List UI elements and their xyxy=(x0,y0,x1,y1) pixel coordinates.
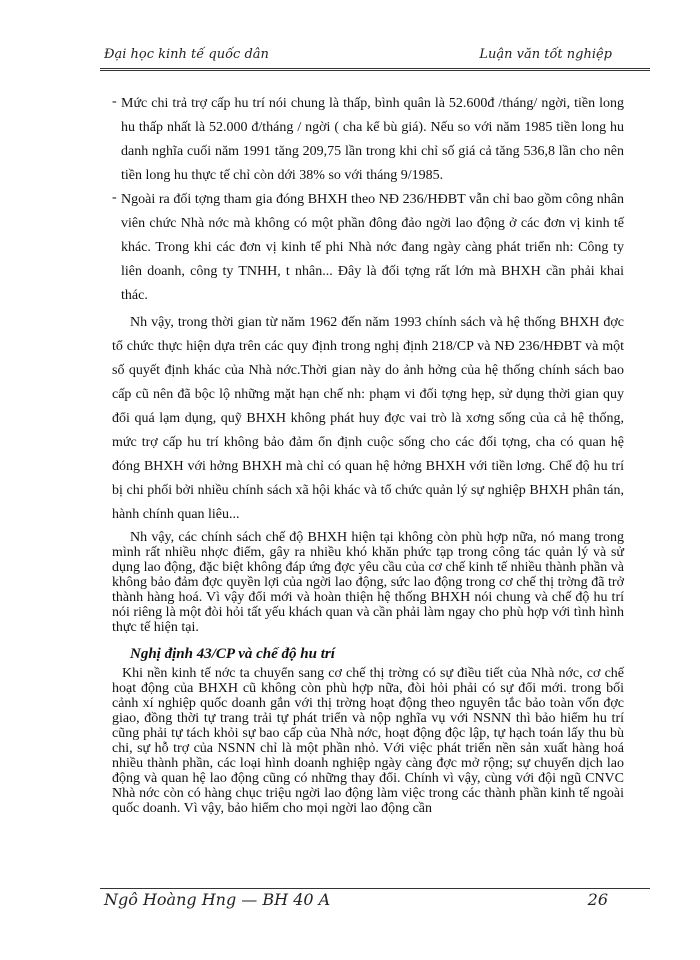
paragraph-summary: Nh vậy, trong thời gian từ năm 1962 đến năm 1993 chính sách và hệ thống BHXH đợc tổ chức thực hiện dựa trên các quy định trong nghị định 218/CP và NĐ 236/HĐBT và một số quyết định khác của Nhà nớc.Thời gian này do ảnh hởng của hệ thống chính sách bao cấp cũ nên đã bộc lộ những mặt hạn chế nh: phạm vi đối tợng hẹp, sử dụng thời gian quy đổi quá lạm dụng, quỹ BHXH không phát huy đợc vai trò là xơng sống của cả hệ thống, mức trợ cấp hu trí không bảo đảm ổn định cuộc sống cho các đối tợng, cha có quan hệ đóng BHXH với hởng BHXH mà chỉ có quan hệ hởng BHXH với tiền lơng. Chế độ hu trí bị chi phối bởi nhiều chính sách xã hội khác và tổ chức quản lý sự nghiệp BHXH phân tán, hành chính quan liêu... xyxy=(112,315,624,522)
bullet-item xyxy=(112,188,624,308)
bullet-item xyxy=(112,92,624,188)
page-number: 26 xyxy=(587,890,608,909)
header-university: Đại học kinh tế quốc dân xyxy=(104,47,269,62)
paragraph-reform-need: Nh vậy, các chính sách chế độ BHXH hiện tại không còn phù hợp nữa, nó mang trong mình rất nhiều nhợc điểm, gây ra nhiều khó khăn phức tạp trong công tác quản lý và sử dụng lao động, đặc biệt không đáp ứng đợc yêu cầu của cơ chế kinh tế nhiều thành phần và không bảo đảm đợc quyền lợi của ngời lao động, sức lao động trong cơ chế thị trờng đã trở thành hàng hoá. Vì vậy đổi mới và hoàn thiện hệ thống BHXH nói chung và chế độ hu trí nói riêng là một đòi hỏi tất yếu khách quan và cần phải làm ngay cho phù hợp với tình hình thực tế hiện tại. xyxy=(112,530,624,635)
section-subheading: Nghị định 43/CP và chế độ hu trí xyxy=(130,646,335,662)
paragraph-decree-43: Khi nền kinh tế nớc ta chuyển sang cơ chế thị trờng có sự điều tiết của Nhà nớc, cơ chế hoạt động của BHXH cũ không còn phù hợp nữa, đòi hỏi phải có sự đổi mới. trong bối cảnh xí nghiệp quốc doanh gắn với thị trờng hoạt động theo nguyên tắc bảo toàn vốn đợc giao, đồng thời tự trang trải tự phát triển và nộp nghĩa vụ với NSNN thì bảo hiểm hu trí cũng phải tự tách khỏi sự bao cấp của Nhà nớc, hoạt động độc lập, tự hạch toán lấy thu bù chi, sự hỗ trợ của NSNN chỉ là một phần nhỏ. Với việc phát triển nền sản xuất hàng hoá nhiều thành phần, các loại hình doanh nghiệp ngày càng đợc mở rộng; sự chuyển dịch lao động và quan hệ lao động cũng có những thay đổi. Chính vì vậy, cùng với đội ngũ CNVC Nhà nớc còn có hàng chục triệu ngời lao động làm việc trong các thành phần kinh tế ngoài quốc doanh. Vì vậy, bảo hiểm cho mọi ngời lao động cần xyxy=(112,666,624,816)
header-rule xyxy=(100,68,650,71)
header-thesis-label: Luận văn tốt nghiệp xyxy=(479,47,612,62)
bullet-mark: - xyxy=(112,190,117,205)
bullet-text: Ngoài ra đối tợng tham gia đóng BHXH theo NĐ 236/HĐBT vẫn chỉ bao gồm công nhân viên chức Nhà nớc mà không có một phần đông đảo ngời lao động ở các đơn vị kinh tế khác. Trong khi các đơn vị kinh tế phi Nhà nớc đang ngày càng phát triển nh: Công ty liên doanh, công ty TNHH, t nhân... Đây là đối tợng rất lớn mà BHXH cần phải khai thác. xyxy=(121,192,624,303)
footer-rule xyxy=(100,888,650,889)
footer-author: Ngô Hoàng Hng — BH 40 A xyxy=(104,890,331,909)
bullet-text: Mức chi trả trợ cấp hu trí nói chung là thấp, bình quân là 52.600đ /tháng/ ngời, tiền long hu thấp nhất là 52.000 đ/tháng / ngời ( cha kể bù giá). Nếu so với năm 1985 tiền long hu danh nghĩa cuối năm 1991 tăng 209,75 lần trong khi chỉ số giá cả tăng 536,8 lần cho nên tiền long hu thực tế chỉ còn dới 38% so với tháng 9/1985. xyxy=(121,96,624,183)
bullet-mark: - xyxy=(112,94,117,109)
document-body xyxy=(112,92,624,816)
